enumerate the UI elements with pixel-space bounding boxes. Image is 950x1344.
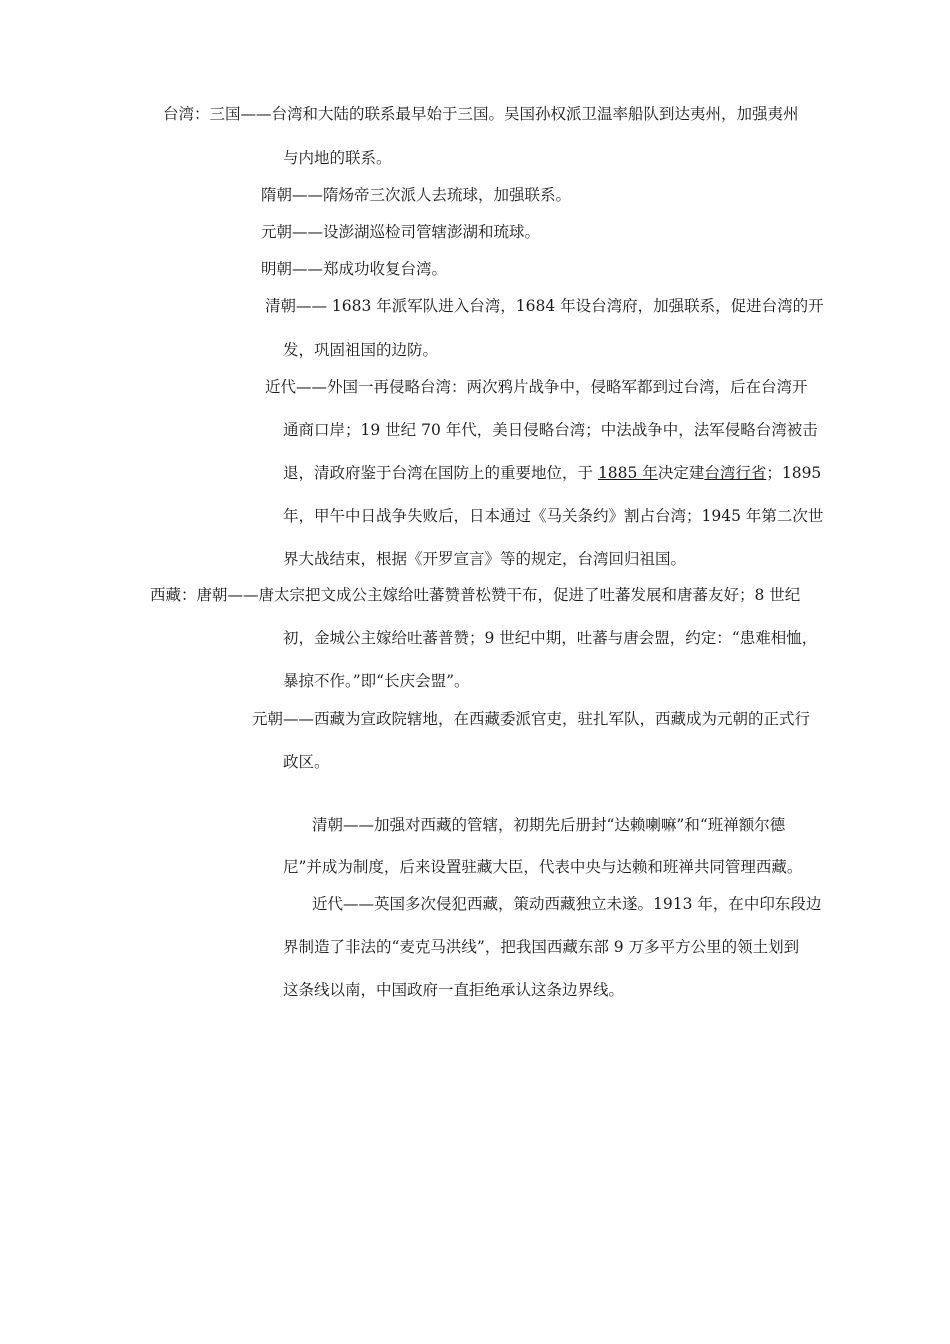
tibet-tang-line-3: 暴掠不作。”即“长庆会盟”。 [283,672,470,690]
underlined-province: 台湾行省 [704,464,767,482]
taiwan-three-kingdoms-line-1: 台湾：三国——台湾和大陆的联系最早始于三国。吴国孙权派卫温率船队到达夷州，加强夷州 [163,105,799,123]
taiwan-modern-line-3 [283,463,821,483]
tibet-qing-line-2: 尼”并成为制度，后来设置驻藏大臣，代表中央与达赖和班禅共同管理西藏。 [283,858,803,876]
taiwan-modern-line-5: 界大战结束，根据《开罗宣言》等的规定，台湾回归祖国。 [283,550,687,568]
underlined-year: 1885 年 [597,464,658,482]
taiwan-ming: 明朝——郑成功收复台湾。 [261,260,448,278]
taiwan-modern-line-2: 通商口岸；19 世纪 70 年代，美日侵略台湾；中法战争中，法军侵略台湾被击 [283,421,818,439]
taiwan-qing-line-1: 清朝—— 1683 年派军队进入台湾，1684 年设台湾府，加强联系，促进台湾的开 [265,297,824,315]
taiwan-sui: 隋朝——隋炀帝三次派人去琉球，加强联系。 [261,186,572,204]
tibet-tang-line-1: 西藏：唐朝——唐太宗把文成公主嫁给吐蕃赞普松赞干布，促进了吐蕃发展和唐蕃友好；8 世纪 [150,586,801,604]
tibet-modern-line-3: 这条线以南，中国政府一直拒绝承认这条边界线。 [283,981,625,999]
text-run: ；1895 [766,464,822,482]
taiwan-qing-line-2: 发，巩固祖国的边防。 [283,341,439,359]
taiwan-three-kingdoms-line-2: 与内地的联系。 [283,149,392,167]
tibet-yuan-line-2: 政区。 [283,753,330,771]
tibet-qing-line-1: 清朝——加强对西藏的管辖，初期先后册封“达赖喇嘛”和“班禅额尔德 [312,816,786,834]
tibet-modern-line-2: 界制造了非法的“麦克马洪线”，把我国西藏东部 9 万多平方公里的领土划到 [283,938,800,956]
text-run: 决定建 [657,464,705,482]
taiwan-modern-line-1: 近代——外国一再侵略台湾：两次鸦片战争中，侵略军都到过台湾，后在台湾开 [265,378,808,396]
taiwan-modern-line-4: 年，甲午中日战争失败后，日本通过《马关条约》割占台湾；1945 年第二次世 [283,507,824,525]
taiwan-yuan: 元朝——设澎湖巡检司管辖澎湖和琉球。 [261,223,541,241]
tibet-tang-line-2: 初，金城公主嫁给吐蕃普赞；9 世纪中期，吐蕃与唐会盟，约定：“患难相恤， [283,629,818,647]
tibet-yuan-line-1: 元朝——西藏为宣政院辖地，在西藏委派官吏，驻扎军队，西藏成为元朝的正式行 [252,710,811,728]
text-run: 退，清政府鉴于台湾在国防上的重要地位，于 [283,464,598,482]
tibet-modern-line-1: 近代——英国多次侵犯西藏，策动西藏独立未遂。1913 年，在中印东段边 [312,895,822,913]
